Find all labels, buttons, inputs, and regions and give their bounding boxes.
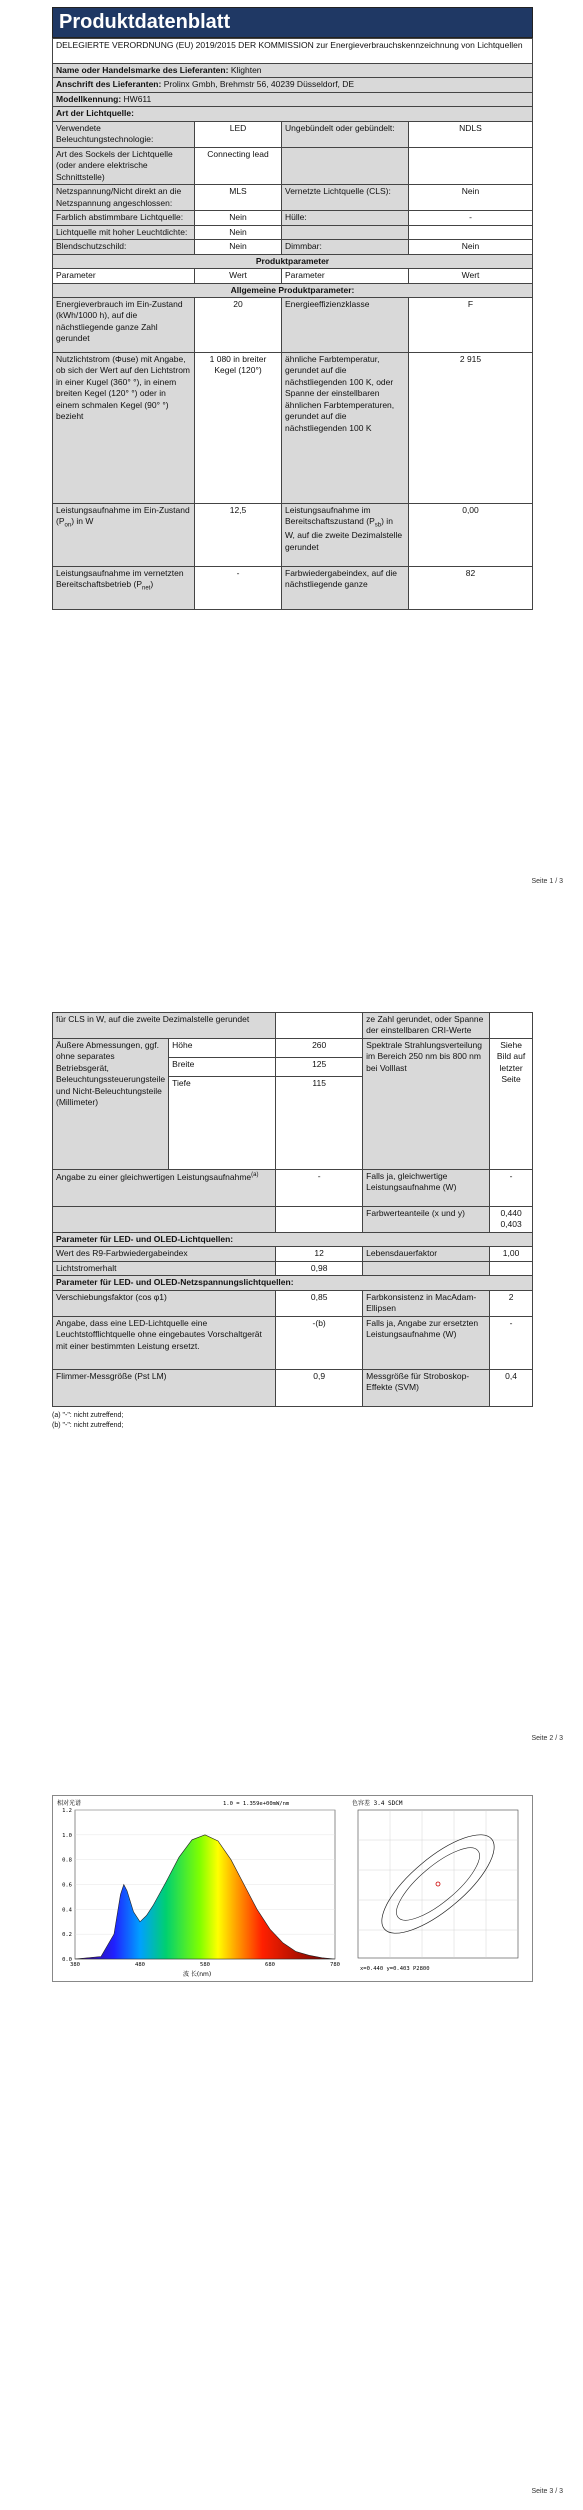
- dimension-key: Breite: [169, 1057, 276, 1076]
- column-header: Wert: [409, 269, 533, 283]
- row-value: 0,98: [276, 1261, 363, 1275]
- spectral-value: Siehe Bild auf letzter Seite: [490, 1038, 533, 1169]
- row-value: -: [195, 566, 282, 609]
- row-label: Energieeffizienzklasse: [282, 297, 409, 352]
- y-tick-label: 0.6: [62, 1882, 72, 1889]
- macadam-ellipse-inner: [387, 1837, 490, 1931]
- row-label: Vernetzte Lichtquelle (CLS):: [282, 185, 409, 211]
- product-sheet-page-1: [52, 7, 533, 610]
- color-share-y: 0,403: [500, 1219, 522, 1230]
- spectrum-ylabel: 相对光谱: [57, 1800, 82, 1807]
- row-label: Falls ja, gleichwertige Leistungsaufnahme (W): [363, 1169, 490, 1206]
- row-value: 1,00: [490, 1247, 533, 1261]
- table-row: [53, 1169, 533, 1206]
- supplier-address-value: Prolinx Gmbh, Brehmstr 56, 40239 Düsseldorf, DE: [163, 79, 355, 90]
- table-row: [53, 352, 533, 503]
- table-row: [53, 1247, 533, 1261]
- color-share-x: 0,440: [500, 1207, 522, 1218]
- row-value: Connecting lead: [195, 147, 282, 184]
- footnote-b: (b) "-": nicht zutreffend;: [52, 1422, 124, 1430]
- row-label: Lichtquelle mit hoher Leuchtdichte:: [53, 225, 195, 239]
- row-value: MLS: [195, 185, 282, 211]
- x-tick-label: 480: [135, 1962, 145, 1968]
- row-value: [409, 147, 533, 184]
- x-tick-label: 680: [265, 1962, 275, 1968]
- supplier-name-label: Name oder Handelsmarke des Lieferanten:: [56, 65, 229, 75]
- row-value: 12: [276, 1247, 363, 1261]
- row-value: 0,9: [276, 1369, 363, 1406]
- page-2: [0, 900, 583, 1760]
- table-row: [53, 503, 533, 566]
- row-value: Nein: [409, 240, 533, 254]
- row-label: Leistungsaufnahme im vernetzten Bereitschaftsbetrieb $(P_{net})$: [53, 566, 195, 609]
- row-label: Farbkonsistenz in MacAdam-Ellipsen: [363, 1290, 490, 1316]
- row-value: [409, 225, 533, 239]
- row-label: Netzspannung/Nicht direkt an die Netzspannung angeschlossen:: [53, 185, 195, 211]
- regulation-text: DELEGIERTE VERORDNUNG (EU) 2019/2015 DER KOMMISSION zur Energieverbrauchskennzeichnung von Lichtquellen: [53, 39, 533, 64]
- row-value: -: [490, 1316, 533, 1369]
- row-label: Verwendete Beleuchtungstechnologie:: [53, 121, 195, 147]
- row-label: Farbwerteanteile (x und y): [363, 1206, 490, 1232]
- column-header: Parameter: [53, 269, 195, 283]
- row-label: Art des Sockels der Lichtquelle (oder andere elektrische Schnittstelle): [53, 147, 195, 184]
- y-tick-label: 0.0: [62, 1957, 72, 1963]
- row-label: Angabe zu einer gleichwertigen Leistungsaufnahme$^{(a)}$: [53, 1169, 276, 1206]
- row-label: für CLS in W, auf die zweite Dezimalstelle gerundet: [53, 1013, 276, 1039]
- supplier-address-label: Anschrift des Lieferanten:: [56, 79, 162, 90]
- model-label: Modellkennung:: [56, 93, 122, 104]
- column-header: Wert: [195, 269, 282, 283]
- table-row: [53, 147, 533, 184]
- row-label: Flimmer-Messgröße (Pst LM): [53, 1369, 276, 1406]
- row-value: LED: [195, 121, 282, 147]
- spectrum-chart: [53, 1796, 343, 1979]
- model-row: [53, 92, 533, 106]
- row-value: 2: [490, 1290, 533, 1316]
- spectrum-header: 1.0 = 1.359e+00mW/nm: [223, 1801, 290, 1807]
- dimensions-label: Äußere Abmessungen, ggf. ohne separates Betriebsgerät, Beleuchtungssteuerungsteile und Nicht-Beleuchtungsteile (Millimeter): [53, 1038, 169, 1169]
- row-label: Messgröße für Stroboskop-Effekte (SVM): [363, 1369, 490, 1406]
- y-tick-label: 1.0: [62, 1832, 72, 1839]
- row-value: 12,5: [195, 503, 282, 566]
- dimension-value: 115: [276, 1076, 363, 1169]
- row-value: 2 915: [409, 352, 533, 503]
- table-row: [53, 211, 533, 225]
- table-row: [53, 121, 533, 147]
- page-title: Produktdatenblatt: [52, 7, 533, 38]
- dimension-value: 125: [276, 1057, 363, 1076]
- spectrum-xlabel: 波 长(nm): [183, 1971, 212, 1978]
- row-label: Ungebündelt oder gebündelt:: [282, 121, 409, 147]
- model-value: HW611: [123, 93, 152, 104]
- net-params-heading: Parameter für LED- und OLED-Netzspannungslichtquellen:: [53, 1276, 533, 1290]
- light-type-label: Art der Lichtquelle:: [53, 107, 533, 121]
- table-row: [53, 1013, 533, 1039]
- row-label: ähnliche Farbtemperatur, gerundet auf die nächstliegenden 100 K, oder Spanne der einstellbaren ähnlichen Farbtemperaturen, gerundet auf die nächstliegenden 100 K: [282, 352, 409, 503]
- page-1: [0, 0, 583, 900]
- product-sheet-page-2: [52, 1012, 533, 1432]
- row-label: Lebensdauerfaktor: [363, 1247, 490, 1261]
- row-label: Falls ja, Angabe zur ersetzten Leistungsaufnahme (W): [363, 1316, 490, 1369]
- y-tick-label: 0.2: [62, 1932, 72, 1939]
- row-label: Leistungsaufnahme im Ein-Zustand $(P_{on})$ in W: [53, 503, 195, 566]
- cie-readout: x=0.440 y=0.403 P2800: [360, 1966, 430, 1972]
- row-value: 20: [195, 297, 282, 352]
- row-label: Farblich abstimmbare Lichtquelle:: [53, 211, 195, 225]
- dimension-value: 260: [276, 1038, 363, 1057]
- spectrum-area: [75, 1835, 335, 1959]
- y-tick-label: 1.2: [62, 1808, 72, 1814]
- dimensions-row: [53, 1038, 533, 1057]
- row-label: [282, 225, 409, 239]
- product-params-heading: Produktparameter: [53, 254, 533, 268]
- column-header: Parameter: [282, 269, 409, 283]
- row-label: Leistungsaufnahme im Bereitschaftszustand $(P_{sb})$ in W, auf die zweite Dezimalstelle gerundet: [282, 503, 409, 566]
- row-value: 0,4: [490, 1369, 533, 1406]
- row-label: ze Zahl gerundet, oder Spanne der einstellbaren CRI-Werte: [363, 1013, 490, 1039]
- light-type-row: [53, 107, 533, 121]
- row-value: NDLS: [409, 121, 533, 147]
- row-value: Nein: [195, 211, 282, 225]
- table-row: [53, 1206, 533, 1232]
- footnote-a: (a) "-": nicht zutreffend;: [52, 1411, 124, 1419]
- table-row: [53, 1290, 533, 1316]
- row-label: Angabe, dass eine LED-Lichtquelle eine Leuchtstofflichtquelle ohne eingebautes Vorschaltgerät mit einer bestimmten Leistung ersetzt.: [53, 1316, 276, 1369]
- macadam-ellipse-outer: [368, 1819, 509, 1949]
- table-row: [53, 185, 533, 211]
- y-tick-label: 0.4: [62, 1907, 72, 1914]
- row-label: Lichtstromerhalt: [53, 1261, 276, 1275]
- dimension-key: Höhe: [169, 1038, 276, 1057]
- row-label: Hülle:: [282, 211, 409, 225]
- cie-grid: [358, 1810, 518, 1958]
- row-value: -: [276, 1169, 363, 1206]
- row-label: [363, 1261, 490, 1275]
- table-row: [53, 1316, 533, 1369]
- column-header-row: [53, 269, 533, 283]
- y-tick-label: 0.8: [62, 1857, 72, 1864]
- row-value: Nein: [409, 185, 533, 211]
- row-value: Nein: [195, 225, 282, 239]
- spectrum-figure: [52, 1795, 533, 1982]
- supplier-name-row: [53, 64, 533, 78]
- row-label: [282, 147, 409, 184]
- row-value: 1 080 in breiter Kegel (120°): [195, 352, 282, 503]
- row-label: Farbwiedergabeindex, auf die nächstliegende ganze: [282, 566, 409, 609]
- row-label: Dimmbar:: [282, 240, 409, 254]
- table-row: [53, 297, 533, 352]
- cie-header: 色容差 3.4 SDCM: [352, 1800, 403, 1807]
- row-label: Nutzlichtstrom (Φuse) mit Angabe, ob sich der Wert auf den Lichtstrom in einer Kugel (360° °), in einem breiten Kegel (120° °) oder in einem schmalen Kegel (90° °) bezieht: [53, 352, 195, 503]
- product-table-page-2: [52, 1012, 533, 1407]
- table-row: [53, 1369, 533, 1406]
- cie-frame: [358, 1810, 518, 1958]
- row-value: -: [490, 1169, 533, 1206]
- row-label: Wert des R9-Farbwiedergabeindex: [53, 1247, 276, 1261]
- table-row: [53, 1261, 533, 1275]
- supplier-address-row: [53, 78, 533, 92]
- supplier-name-value: Klighten: [230, 65, 262, 75]
- measured-point: [436, 1882, 440, 1886]
- page-footer: Seite 1 / 3: [531, 878, 563, 885]
- row-value: 0,00: [409, 503, 533, 566]
- row-value: F: [409, 297, 533, 352]
- row-value: 0,85: [276, 1290, 363, 1316]
- row-label: Verschiebungsfaktor (cos φ1): [53, 1290, 276, 1316]
- page-footer: Seite 2 / 3: [531, 1735, 563, 1742]
- table-row: [53, 225, 533, 239]
- x-tick-label: 380: [70, 1962, 80, 1968]
- row-label: Energieverbrauch im Ein-Zustand (kWh/1000 h), auf die nächstliegende ganze Zahl gerundet: [53, 297, 195, 352]
- row-value: -(b): [276, 1316, 363, 1369]
- row-value: 82: [409, 566, 533, 609]
- row-value: -: [409, 211, 533, 225]
- row-value: Nein: [195, 240, 282, 254]
- row-label: Blendschutzschild:: [53, 240, 195, 254]
- led-params-heading: Parameter für LED- und OLED-Lichtquellen:: [53, 1232, 533, 1246]
- cie-ellipse-chart: [348, 1796, 528, 1979]
- table-row: [53, 566, 533, 609]
- product-table-page-1: [52, 38, 533, 610]
- x-tick-label: 780: [330, 1962, 340, 1968]
- x-tick-label: 580: [200, 1962, 210, 1968]
- dimension-key: Tiefe: [169, 1076, 276, 1169]
- spectral-label: Spektrale Strahlungsverteilung im Bereich 250 nm bis 800 nm bei Volllast: [363, 1038, 490, 1169]
- row-value: [490, 1261, 533, 1275]
- general-params-heading: Allgemeine Produktparameter:: [53, 283, 533, 297]
- table-row: [53, 240, 533, 254]
- page-footer: Seite 3 / 3: [531, 2488, 563, 2495]
